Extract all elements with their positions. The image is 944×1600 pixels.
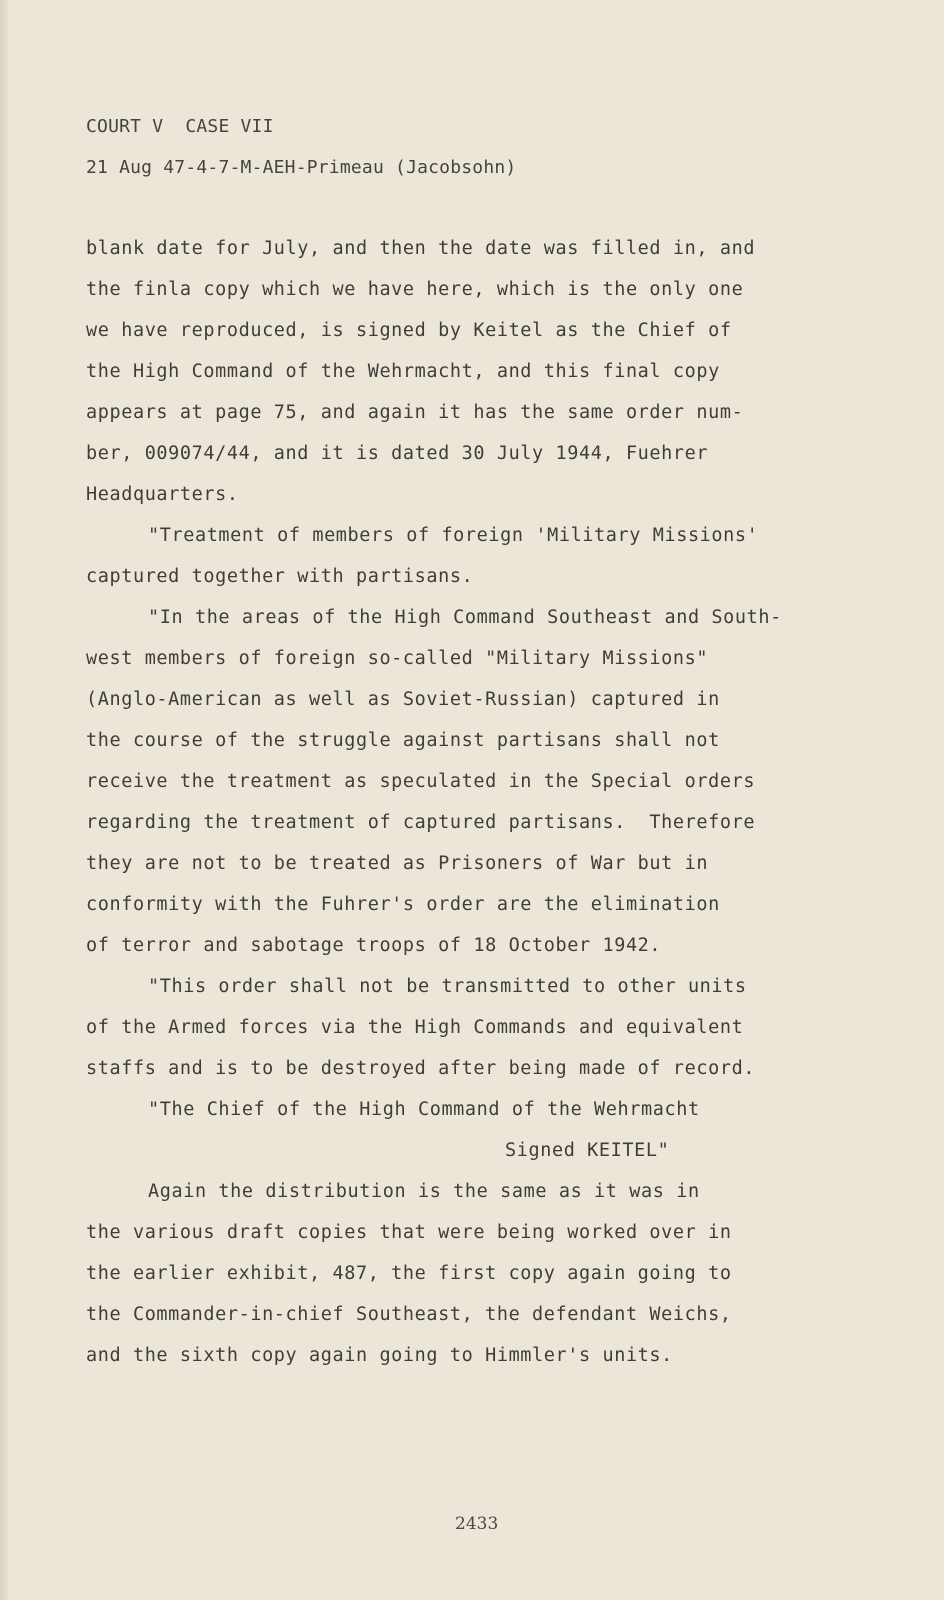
body-line: the finla copy which we have here, which is the only one: [86, 279, 744, 300]
body-line: "This order shall not be transmitted to other units: [148, 976, 747, 997]
page-number: 2433: [455, 1514, 499, 1534]
body-line: regarding the treatment of captured partisans. Therefore: [86, 812, 756, 833]
body-line: captured together with partisans.: [86, 566, 474, 587]
page-edge-shadow: [0, 0, 10, 1600]
body-line: ber, 009074/44, and it is dated 30 July 1944, Fuehrer: [86, 443, 709, 464]
body-line: west members of foreign so-called "Military Missions": [86, 648, 709, 669]
body-line: blank date for July, and then the date was filled in, and: [86, 238, 756, 259]
body-line: conformity with the Fuhrer's order are the elimination: [86, 894, 720, 915]
body-line: "In the areas of the High Command Southeast and South-: [148, 607, 782, 628]
body-line: receive the treatment as speculated in the Special orders: [86, 771, 756, 792]
body-line: they are not to be treated as Prisoners of War but in: [86, 853, 709, 874]
body-line: Again the distribution is the same as it was in: [148, 1181, 700, 1202]
session-header: 21 Aug 47-4-7-M-AEH-Primeau (Jacobsohn): [86, 157, 517, 178]
body-line: "Treatment of members of foreign 'Military Missions': [148, 525, 759, 546]
body-line: the earlier exhibit, 487, the first copy again going to: [86, 1263, 732, 1284]
body-line: the High Command of the Wehrmacht, and this final copy: [86, 361, 720, 382]
signature-line: Signed KEITEL": [505, 1140, 670, 1161]
body-line: staffs and is to be destroyed after being made of record.: [86, 1058, 756, 1079]
body-line: of the Armed forces via the High Commands and equivalent: [86, 1017, 744, 1038]
body-line: Headquarters.: [86, 484, 239, 505]
signature-title-line: "The Chief of the High Command of the Wehrmacht: [148, 1099, 700, 1120]
body-line: we have reproduced, is signed by Keitel as the Chief of: [86, 320, 732, 341]
court-case-header: COURT V CASE VII: [86, 116, 274, 137]
body-line: the various draft copies that were being worked over in: [86, 1222, 732, 1243]
body-line: and the sixth copy again going to Himmler's units.: [86, 1345, 673, 1366]
body-line: appears at page 75, and again it has the same order num-: [86, 402, 744, 423]
body-line: the Commander-in-chief Southeast, the defendant Weichs,: [86, 1304, 732, 1325]
body-line: the course of the struggle against partisans shall not: [86, 730, 720, 751]
body-line: (Anglo-American as well as Soviet-Russian) captured in: [86, 689, 720, 710]
body-line: of terror and sabotage troops of 18 October 1942.: [86, 935, 662, 956]
